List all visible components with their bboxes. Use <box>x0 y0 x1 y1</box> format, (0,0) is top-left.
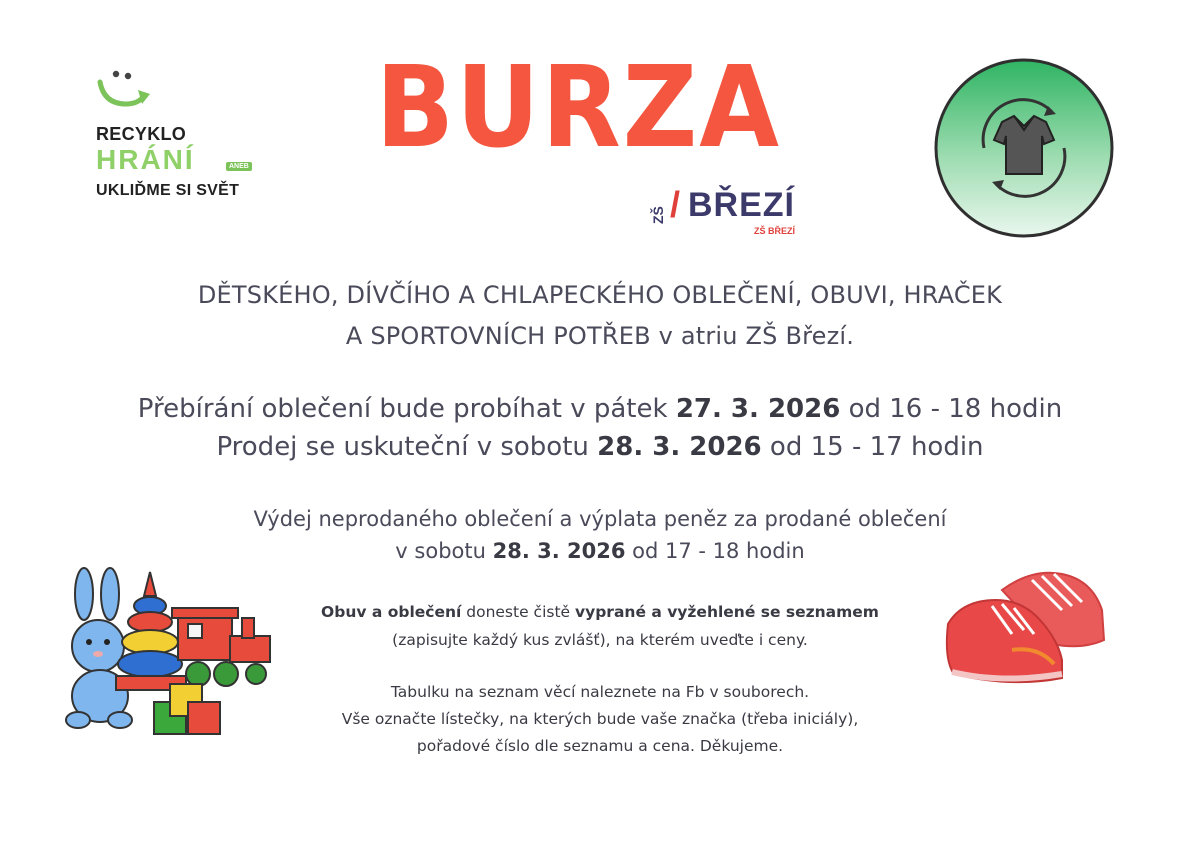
school-logo-slash-icon: / <box>670 184 681 225</box>
sale-date: 28. 3. 2026 <box>597 432 762 462</box>
intake-date: 27. 3. 2026 <box>675 394 841 424</box>
poster-title: BURZA <box>375 43 781 173</box>
sale-prefix: Prodej se uskuteční v sobotu <box>216 432 598 462</box>
school-logo-subtitle: ZŠ BŘEZÍ <box>754 226 796 236</box>
logo-line-hrani: HRÁNÍ <box>96 144 195 175</box>
school-logo <box>650 186 820 242</box>
note-line-5: pořadové číslo dle seznamu a cena. Děkujeme. <box>416 737 784 755</box>
intro-line-2: A SPORTOVNÍCH POTŘEB v atriu ZŠ Březí. <box>345 322 855 350</box>
return-date: 28. 3. 2026 <box>492 539 626 563</box>
sale-suffix: od 15 - 17 hodin <box>761 432 984 462</box>
sneakers-illustration <box>942 560 1112 700</box>
return-line-1: Výdej neprodaného oblečení a výplata peněz za prodané oblečení <box>253 507 947 531</box>
stacking-rings-icon <box>116 572 186 690</box>
recyklohrani-logo <box>92 66 292 206</box>
note-line-2: (zapisujte každý kus zvlášť), na kterém uveďte i ceny. <box>392 631 808 649</box>
logo-line-recyklo: RECYKLO <box>96 124 187 144</box>
note-mid: doneste čistě <box>461 603 575 621</box>
return-prefix: v sobotu <box>395 539 493 563</box>
note-line-3: Tabulku na seznam věcí naleznete na Fb v souborech. <box>390 683 810 701</box>
school-logo-name: BŘEZÍ <box>688 186 795 224</box>
logo-aneb: ANEB <box>226 162 252 171</box>
school-logo-zs: ZŠ <box>650 206 666 224</box>
sale-info <box>0 432 1200 462</box>
toys-illustration <box>62 566 282 746</box>
logo-line-uklidme: UKLIĎME SI SVĚT <box>96 182 240 199</box>
return-suffix: od 17 - 18 hodin <box>625 539 805 563</box>
note-bold-clean: vyprané a vyžehlené se seznamem <box>575 603 879 621</box>
intake-info <box>0 394 1200 424</box>
bunny-icon <box>66 568 132 728</box>
intake-suffix: od 16 - 18 hodin <box>840 394 1063 424</box>
note-line-4: Vše označte lístečky, na kterých bude vaše značka (třeba iniciály), <box>341 710 859 728</box>
toy-blocks-icon <box>154 684 220 734</box>
recycle-arrow-icon <box>94 66 154 114</box>
intro-line-1: DĚTSKÉHO, DÍVČÍHO A CHLAPECKÉHO OBLEČENÍ, OBUVI, HRAČEK <box>197 281 1003 309</box>
note-line-1 <box>240 603 960 621</box>
note-bold-items: Obuv a oblečení <box>321 603 462 621</box>
intake-prefix: Přebírání oblečení bude probíhat v pátek <box>137 394 676 424</box>
tshirt-recycle-icon <box>932 56 1116 240</box>
toy-train-icon <box>172 608 270 686</box>
